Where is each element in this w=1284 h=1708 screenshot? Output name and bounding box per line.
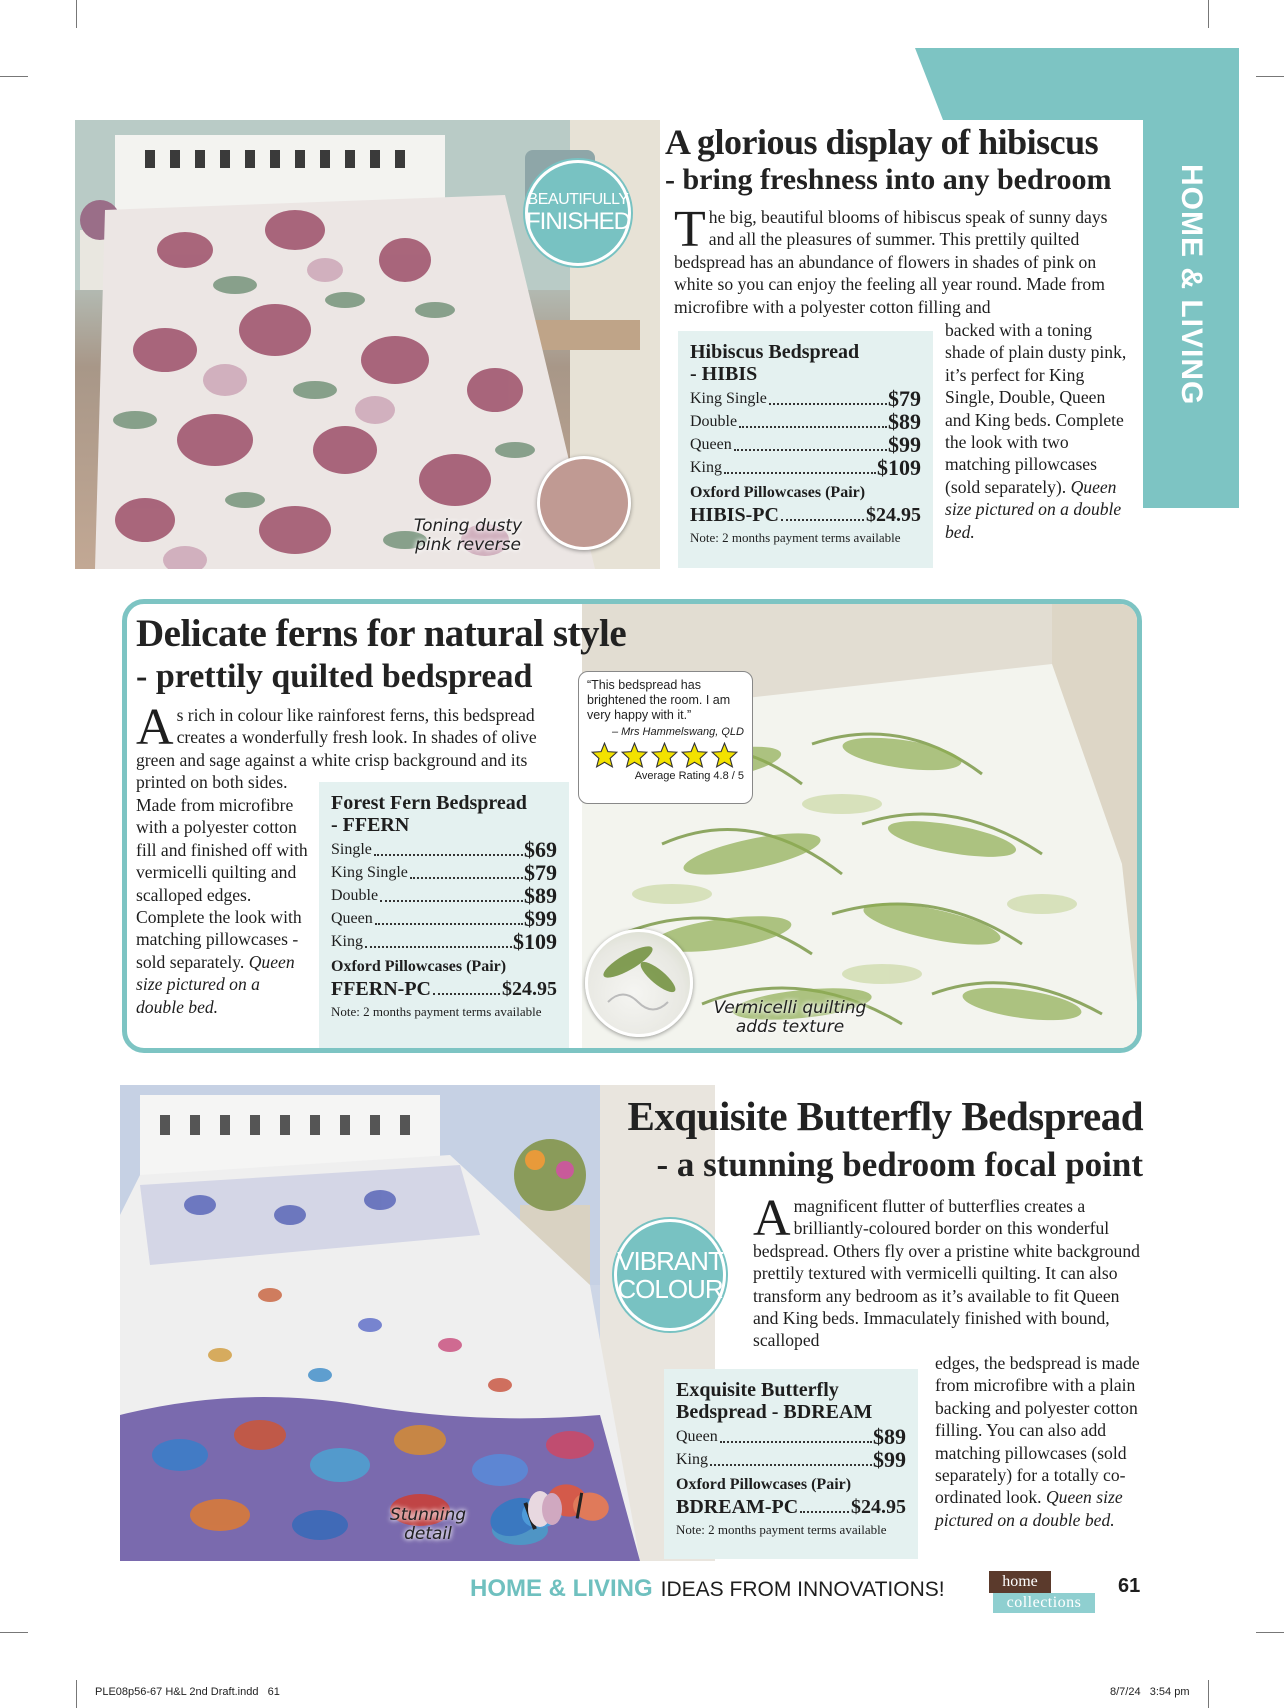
hibiscus-price-box [678, 331, 933, 568]
size-price: $109 [513, 929, 557, 954]
pillowcase-price: $24.95 [502, 978, 557, 1000]
price-code: - HIBIS [690, 363, 758, 385]
size-label: King [676, 1451, 708, 1468]
pillowcase-price: $24.95 [866, 504, 921, 526]
butterfly-subtitle: - a stunning bedroom focal point [656, 1145, 1143, 1184]
price-row [690, 410, 921, 433]
slug-date: 8/7/24 3:54 pm [1110, 1686, 1190, 1698]
star-icon [591, 742, 618, 768]
pillowcase-price: $24.95 [851, 1496, 906, 1518]
star-icon [711, 742, 738, 768]
footer-brand: HOME & LIVING [470, 1575, 653, 1602]
footer-slogan: IDEAS FROM INNOVATIONS! [660, 1578, 945, 1601]
crop-mark [0, 76, 28, 77]
drop-cap: A [753, 1190, 791, 1247]
size-price: $99 [873, 1447, 906, 1472]
payment-note: Note: 2 months payment terms available [331, 1004, 542, 1019]
size-label: Single [331, 841, 372, 858]
size-price: $89 [873, 1424, 906, 1449]
star-icon [651, 742, 678, 768]
caption-line: Stunning [389, 1505, 467, 1525]
butterfly-caption [378, 1506, 478, 1544]
review-quote: “This bedspread has brightened the room. I am very happy with it.” [587, 678, 731, 722]
star-icon [621, 742, 648, 768]
slug-file: PLE08p56-67 H&L 2nd Draft.indd 61 [95, 1686, 280, 1698]
drop-cap: A [136, 699, 174, 756]
size-label: Queen [676, 1428, 718, 1445]
logo-line-1: home [989, 1571, 1051, 1593]
fern-caption [680, 999, 900, 1037]
size-price: $79 [888, 386, 921, 411]
drop-cap: T [674, 201, 706, 258]
size-price: $89 [524, 883, 557, 908]
size-price: $69 [524, 837, 557, 862]
review-box [578, 671, 753, 804]
size-label: Queen [690, 436, 732, 453]
crop-mark [0, 1632, 28, 1633]
beautifully-finished-badge [525, 160, 631, 266]
price-row [676, 1425, 906, 1448]
size-label: King Single [331, 864, 408, 881]
page-number: 61 [1118, 1575, 1141, 1597]
star-icon [681, 742, 708, 768]
body-text: he big, beautiful blooms of hibiscus speak of sunny days and all the pleasures of summer. This prettily quilted bedspread has an abundance of flowers in shades of pink on white so you can enjoy the feeling all year round. Made from microfibre with a polyester cotton filling and [674, 207, 1108, 317]
size-label: King [331, 933, 363, 950]
body-text: edges, the bedspread is made from microfibre with a plain backing and polyester cotton filling. You can also add matching pillowcases (sold separately) for a totally co-ordinated look. [935, 1353, 1140, 1508]
price-code: - FFERN [331, 814, 410, 836]
body-text: magnificent flutter of butterflies creates a brilliantly-coloured border on this wonderful bedspread. Others fly over a pristine white background prettily textured with vermicelli quilting. It can also transform any bedroom as it’s available to fit Queen and King beds. Immaculately finished with bound, scalloped [753, 1196, 1140, 1351]
vermicelli-swatch [585, 929, 693, 1037]
caption-line: Vermicelli quilting [713, 998, 867, 1018]
pillowcase-title: Oxford Pillowcases (Pair) [690, 484, 866, 501]
price-title: Hibiscus Bedspread [690, 341, 860, 363]
price-row [690, 456, 921, 479]
logo-line-2: collections [993, 1593, 1095, 1613]
size-label: Double [690, 413, 738, 430]
fern-body [136, 699, 561, 794]
caption-line: Toning dusty [413, 516, 523, 536]
fern-title: Delicate ferns for natural style [136, 612, 627, 655]
badge-line-2: COLOUR [617, 1274, 723, 1304]
fern-body-continued [136, 794, 312, 1018]
crop-mark [76, 0, 77, 28]
dusty-pink-swatch [537, 456, 631, 550]
rating-label: Average Rating 4.8 / 5 [634, 770, 744, 782]
butterfly-body-continued [935, 1352, 1145, 1531]
price-row [331, 907, 557, 930]
size-label: King [690, 459, 722, 476]
size-price: $109 [877, 455, 921, 480]
body-text: Made from microfibre with a polyester cotton fill and finished off with vermicelli quilting and scalloped edges. Complete the look with matching pillowcases - sold separately. [136, 795, 308, 972]
caption-line: detail [404, 1524, 452, 1544]
price-title: Exquisite Butterfly [676, 1379, 839, 1401]
crop-mark [1208, 0, 1209, 28]
hibiscus-title: A glorious display of hibiscus [665, 122, 1099, 162]
price-row [676, 1448, 906, 1471]
crop-mark [1208, 1680, 1209, 1708]
size-label: King Single [690, 390, 767, 407]
price-row [331, 861, 557, 884]
footer-tagline [470, 1575, 945, 1603]
vibrant-colour-badge [614, 1219, 726, 1331]
crop-mark [1256, 1632, 1284, 1633]
fern-price-box [319, 782, 569, 1048]
butterfly-price-box [664, 1369, 918, 1559]
price-row [331, 930, 557, 953]
size-price: $89 [888, 409, 921, 434]
home-collections-logo [989, 1571, 1095, 1615]
review-author: – Mrs Hammelswang, QLD [611, 726, 744, 738]
size-label: Double [331, 887, 379, 904]
pillowcase-title: Oxford Pillowcases (Pair) [331, 958, 507, 975]
price-row [690, 433, 921, 456]
size-price: $79 [524, 860, 557, 885]
pillowcase-code: HIBIS-PC [690, 504, 779, 526]
pillowcase-code: BDREAM-PC [676, 1496, 799, 1518]
badge-line-1: VIBRANT [617, 1246, 723, 1276]
hibiscus-body-continued [945, 319, 1133, 543]
size-price: $99 [524, 906, 557, 931]
hibiscus-caption [398, 517, 538, 555]
pillowcase-row [690, 504, 921, 527]
price-row [331, 884, 557, 907]
badge-line-1: BEAUTIFULLY [527, 191, 629, 208]
pillowcase-title: Oxford Pillowcases (Pair) [676, 1476, 852, 1493]
badge-line-2: FINISHED [526, 208, 631, 235]
payment-note: Note: 2 months payment terms available [690, 530, 901, 545]
section-tab-label: HOME & LIVING [1175, 164, 1208, 406]
body-italic: Queen size pictured on a double bed. [136, 951, 295, 1017]
body-italic: Queen size pictured on a double bed. [935, 1487, 1123, 1530]
size-label: Queen [331, 910, 373, 927]
hibiscus-subtitle: - bring freshness into any bedroom [665, 163, 1112, 196]
pillowcase-code: FFERN-PC [331, 978, 431, 1000]
butterfly-detail-graphic [470, 1475, 630, 1575]
caption-line: adds texture [735, 1017, 845, 1037]
pillowcase-row [331, 978, 557, 1001]
price-row [690, 387, 921, 410]
butterfly-title: Exquisite Butterfly Bedspread [627, 1093, 1143, 1139]
price-title: Forest Fern Bedspread [331, 792, 527, 814]
size-price: $99 [888, 432, 921, 457]
caption-line: pink reverse [415, 535, 521, 555]
body-italic: Queen size pictured on a double bed. [945, 476, 1122, 542]
body-text: backed with a toning shade of plain dusty pink, it’s perfect for King Single, Double, Queen and King beds. Complete the look with two matching pillowcases (sold separately). [945, 320, 1127, 497]
body-text: s rich in colour like rainforest ferns, this bedspread creates a wonderfully fresh look. In shades of olive green and sage against a white crisp background and its printed on both sides. [136, 705, 537, 793]
price-row [331, 838, 557, 861]
rating-stars [591, 742, 744, 768]
fern-subtitle: - prettily quilted bedspread [136, 658, 533, 695]
pillowcase-row [676, 1496, 906, 1519]
hibiscus-body [674, 201, 1134, 318]
payment-note: Note: 2 months payment terms available [676, 1522, 887, 1537]
butterfly-body [753, 1190, 1141, 1352]
crop-mark [1256, 76, 1284, 77]
crop-mark [76, 1680, 77, 1708]
price-code: Bedspread - BDREAM [676, 1401, 873, 1423]
